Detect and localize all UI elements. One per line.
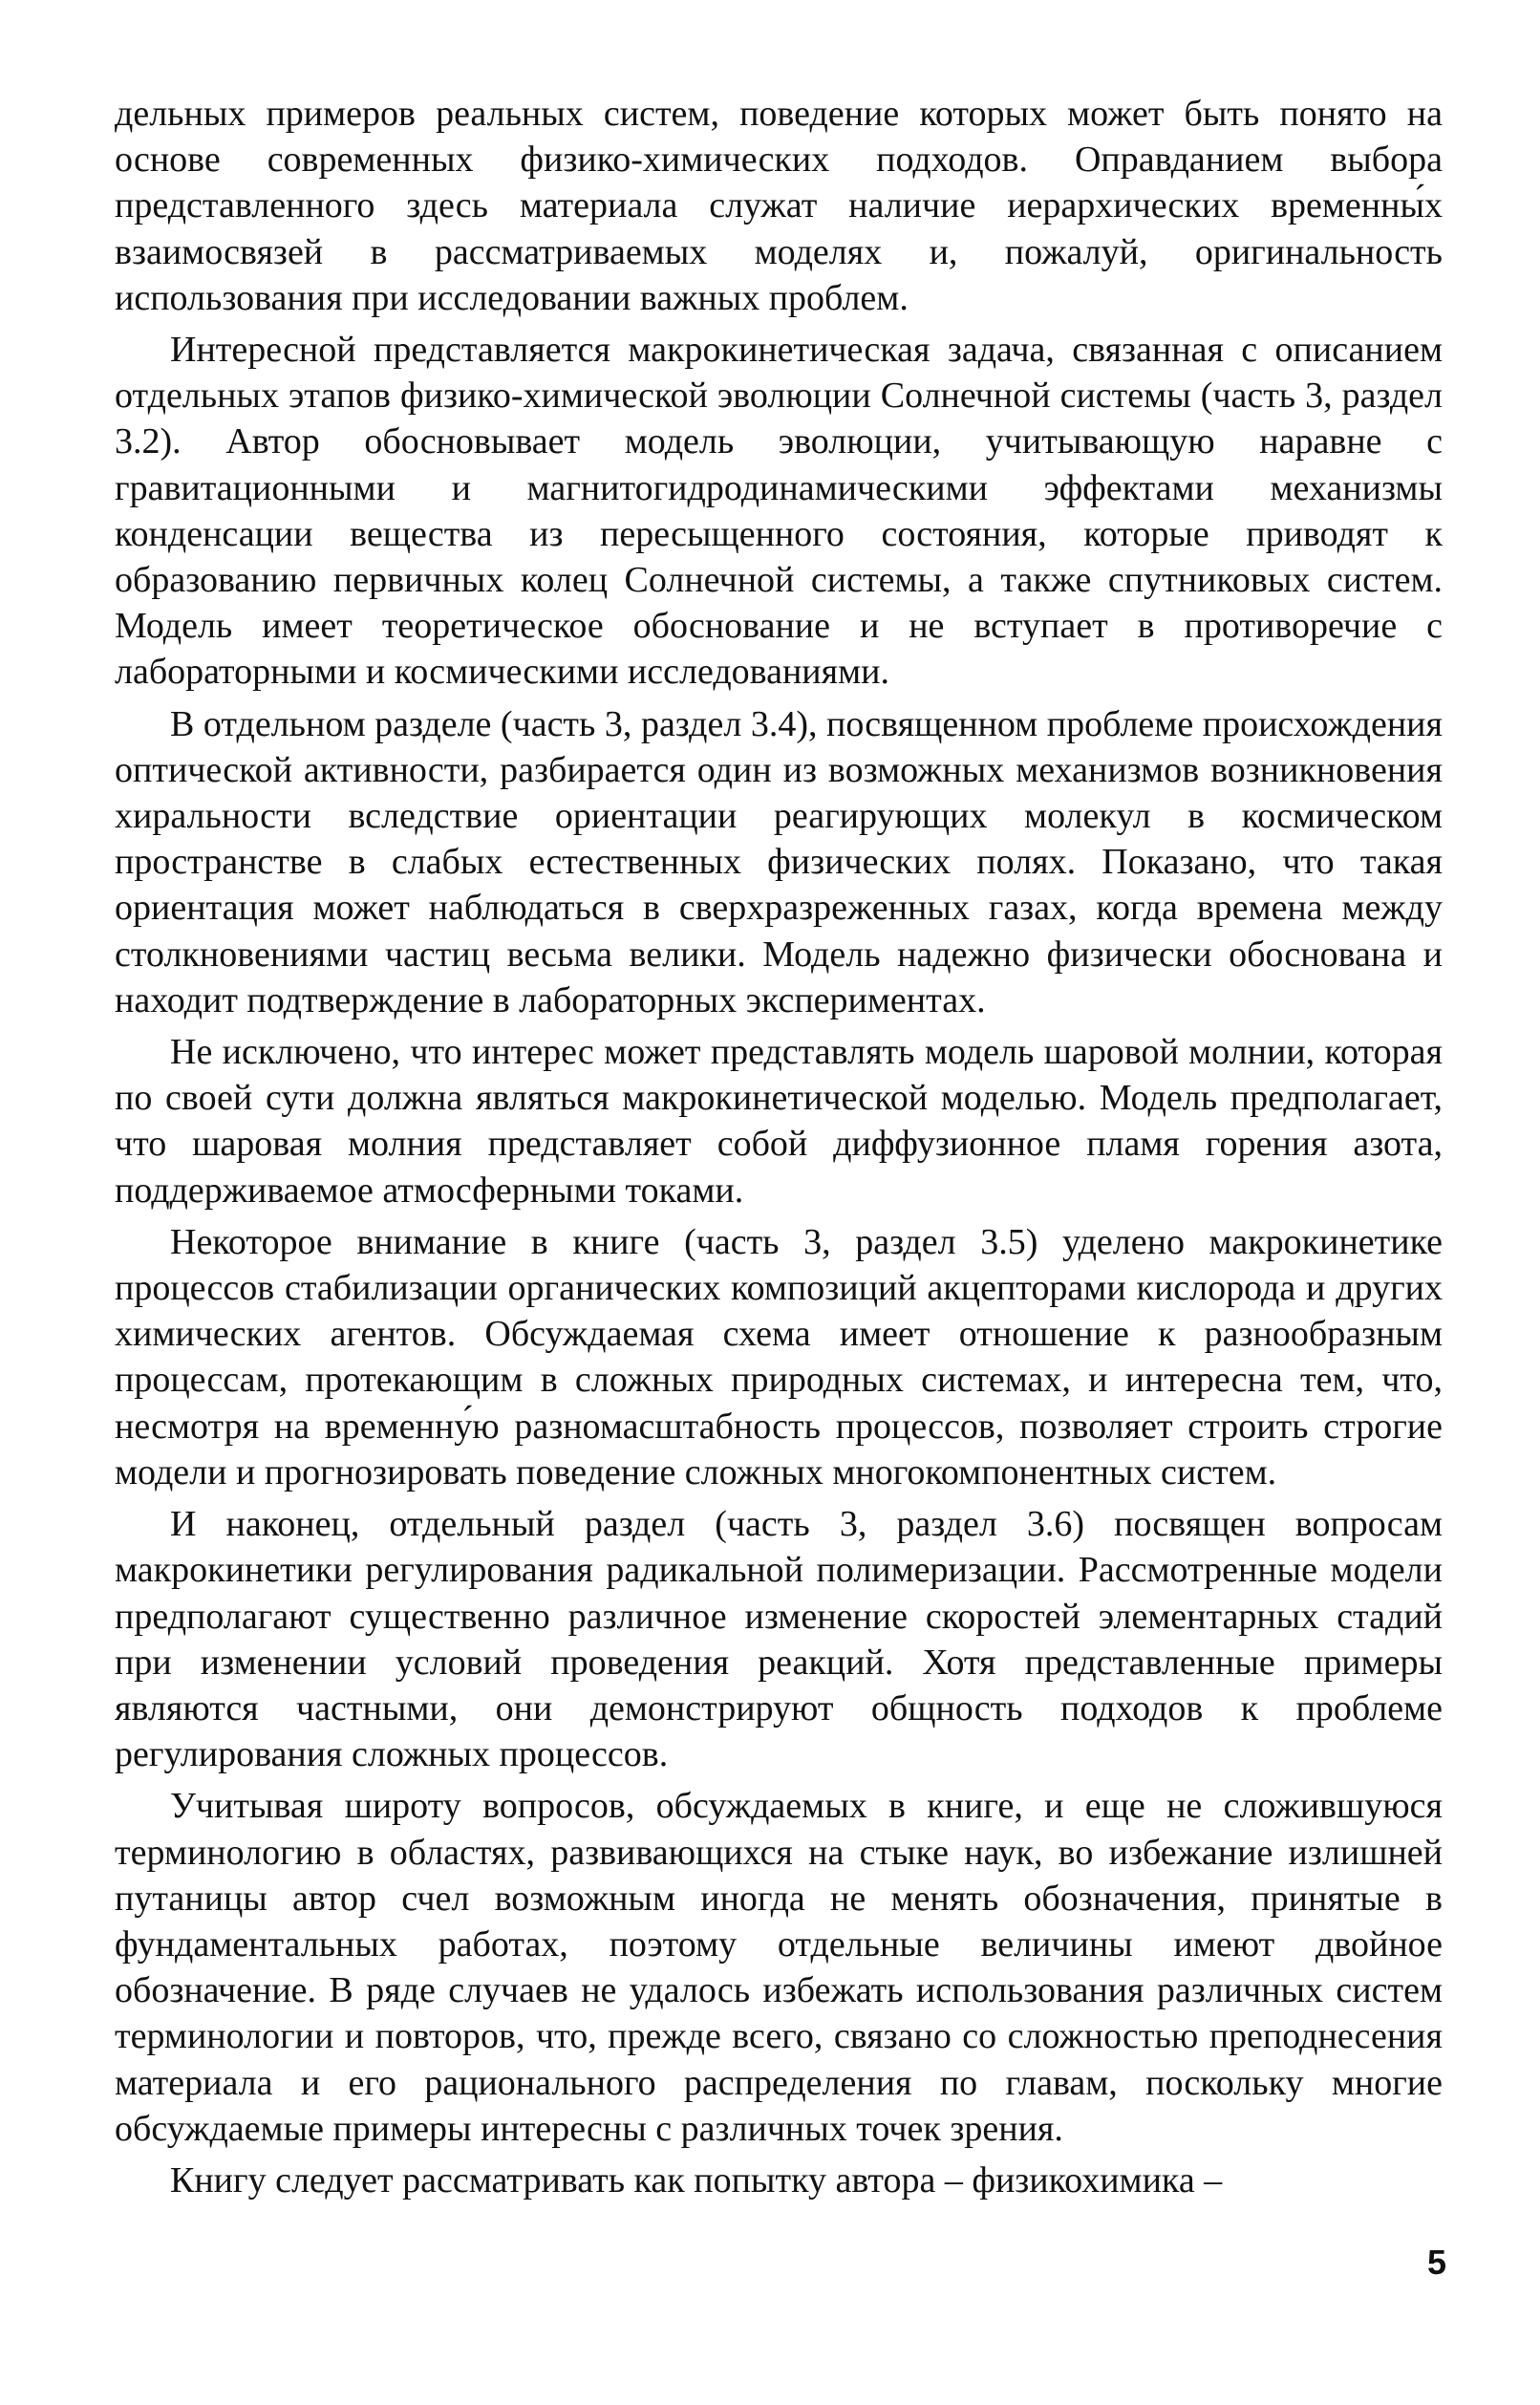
paragraph-solar-system: Интересной представляется макрокинетическая задача, связанная с описанием отдельных этапов физико-химической эволюции Солнечной системы (часть 3, раздел 3.2). Автор обосновывает модель эволюции, учитывающую наравне с гравитационными и магнитогидродинамическими эффектами механизмы конденсации вещества из пересыщенного состояния, которые приводят к образованию первичных колец Солнечной системы, а также спутниковых систем. Модель имеет теоретическое обоснование и не вступает в противоречие с лабораторными и космическими исследованиями.	[115, 330, 1443, 693]
paragraph-closing: Книгу следует рассматривать как попытку автора – физикохимика –	[170, 2159, 1223, 2201]
page-number: 5	[1426, 2243, 1446, 2282]
paragraph-polymerization: И наконец, отдельный раздел (часть 3, раздел 3.6) посвящен вопросам макрокинетики регулирования радикальной полимеризации. Рассмотренные модели предполагают существенно различное изменение скоростей элементарных стадий при изменении условий проведения реакций. Хотя представленные примеры являются частными, они демонстрируют общность подходов к проблеме регулирования сложных процессов.	[115, 1504, 1443, 1775]
paragraph-terminology: Учитывая широту вопросов, обсуждаемых в книге, и еще не сложившуюся терминологию в областях, развивающихся на стыке наук, во избежание излишней путаницы автор счел возможным иногда не менять обозначения, принятые в фундаментальных работах, поэтому отдельные величины имеют двойное обозначение. В ряде случаев не удалось избежать использования различных систем терминологии и повторов, что, прежде всего, связано со сложностью преподнесения материала и его рационального распределения по главам, поскольку многие обсуждаемые примеры интересны с различных точек зрения.	[115, 1786, 1443, 2149]
page-body	[115, 91, 1443, 2209]
paragraph-ball-lightning: Не исключено, что интерес может представлять модель шаровой молнии, которая по своей сути должна являться макрокинетической моделью. Модель предполагает, что шаровая молния представляет собой диффузионное пламя горения азота, поддерживаемое атмосферными токами.	[115, 1032, 1443, 1211]
paragraph-stabilization: Некоторое внимание в книге (часть 3, раздел 3.5) уделено макрокинетике процессов стабилизации органических композиций акцепторами кислорода и других химических агентов. Обсуждаемая схема имеет отношение к разнообразным процессам, протекающим в сложных природных системах, и интересна тем, что, несмотря на временну́ю разномасштабность процессов, позволяет строить строгие модели и прогнозировать поведение сложных многокомпонентных систем.	[115, 1221, 1443, 1492]
paragraph-optical-activity: В отдельном разделе (часть 3, раздел 3.4), посвященном проблеме происхождения оптической активности, разбирается один из возможных механизмов возникновения хиральности вследствие ориентации реагирующих молекул в космическом пространстве в слабых естественных физических полях. Показано, что такая ориентация может наблюдаться в сверхразреженных газах, когда времена между столкновениями частиц весьма велики. Модель надежно физически обоснована и находит подтверждение в лабораторных экспериментах.	[115, 703, 1443, 1020]
paragraph-continuation: дельных примеров реальных систем, поведение которых может быть понято на основе современных физико-химических подходов. Оправданием выбора представленного здесь материала служат наличие иерархических временны́х взаимосвязей в рассматриваемых моделях и, пожалуй, оригинальность использования при исследовании важных проблем.	[115, 94, 1443, 318]
